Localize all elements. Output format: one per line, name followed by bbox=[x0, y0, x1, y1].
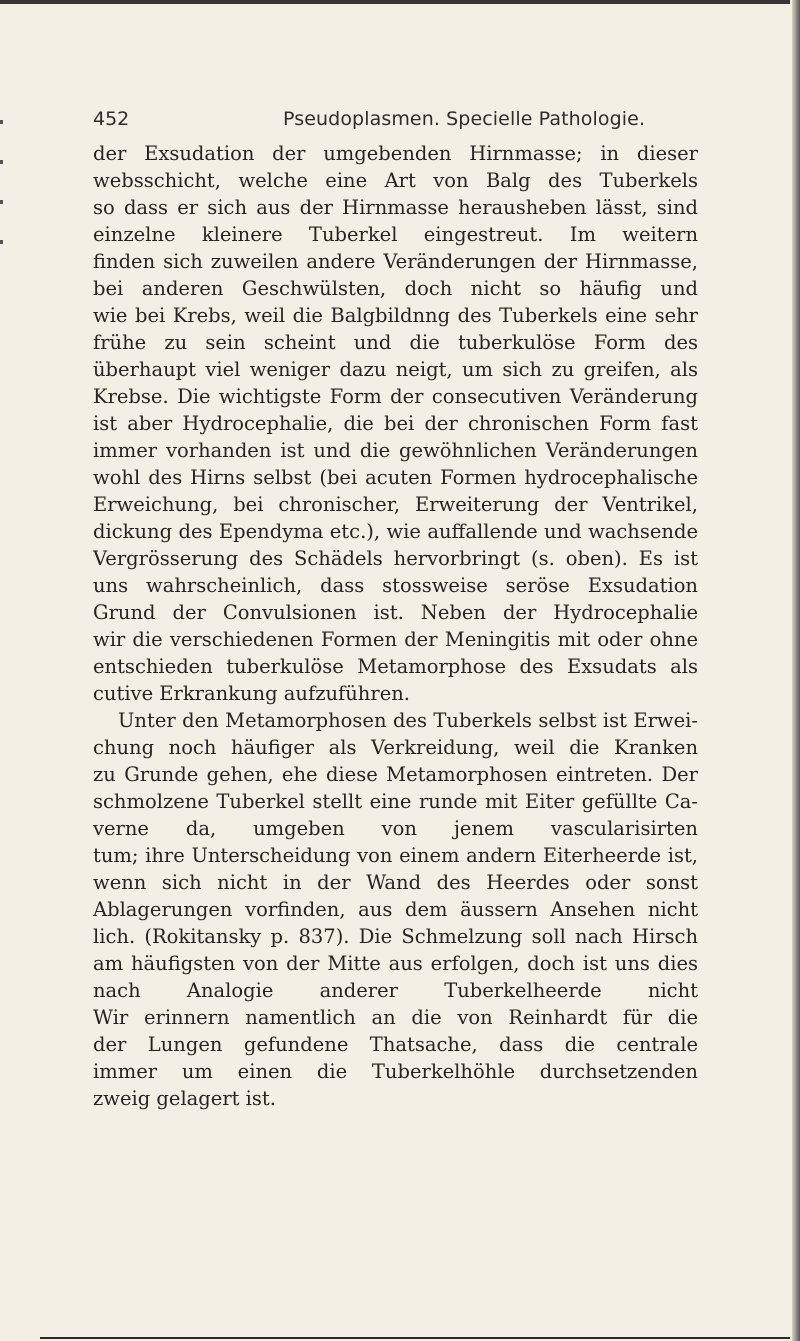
text-line: frühe zu sein scheint und die tuberkulöse Form des bbox=[93, 331, 698, 354]
text-line: Ablagerungen vorfinden, aus dem äussern Ansehen nicht bbox=[93, 898, 698, 921]
text-line: tum; ihre Unterscheidung von einem andern Eiterheerde ist, bbox=[93, 844, 698, 867]
page-number: 452 bbox=[93, 108, 130, 130]
text-line: cutive Erkrankung aufzuführen. bbox=[93, 682, 410, 705]
text-line: der Lungen gefundene Thatsache, dass die centrale bbox=[93, 1033, 698, 1056]
text-line: dickung des Ependyma etc.), wie auffallende und wachsende bbox=[93, 520, 698, 543]
text-line: wenn sich nicht in der Wand des Heerdes oder sonst bbox=[93, 871, 698, 894]
text-line: ist aber Hydrocephalie, die bei der chronischen Form fast bbox=[93, 412, 698, 435]
left-margin-marks bbox=[0, 120, 3, 260]
text-line: zu Grunde gehen, ehe diese Metamorphosen eintreten. Der bbox=[93, 763, 698, 786]
text-line: immer um einen die Tuberkelhöhle durchsetzenden bbox=[93, 1060, 698, 1083]
running-head: Pseudoplasmen. Specielle Pathologie. bbox=[283, 108, 646, 130]
text-line: verne da, umgeben von jenem vascularisirten bbox=[93, 817, 698, 840]
text-line: finden sich zuweilen andere Veränderungen der Hirnmasse, bbox=[93, 250, 698, 273]
text-line: schmolzene Tuberkel stellt eine runde mit Eiter gefüllte Ca- bbox=[93, 790, 698, 813]
text-line: bei anderen Geschwülsten, doch nicht so häufig und bbox=[93, 277, 698, 300]
text-line: der Exsudation der umgebenden Hirnmasse; in dieser bbox=[93, 142, 698, 165]
text-line: uns wahrscheinlich, dass stossweise seröse Exsudation bbox=[93, 574, 698, 597]
text-line: chung noch häufiger als Verkreidung, weil die Kranken bbox=[93, 736, 698, 759]
text-line: Grund der Convulsionen ist. Neben der Hydrocephalie bbox=[93, 601, 698, 624]
text-line: entschieden tuberkulöse Metamorphose des Exsudats als bbox=[93, 655, 698, 678]
text-line: Wir erinnern namentlich an die von Reinhardt für die bbox=[93, 1006, 698, 1029]
text-line: wir die verschiedenen Formen der Meningitis mit oder ohne bbox=[93, 628, 698, 651]
text-line: lich. (Rokitansky p. 837). Die Schmelzung soll nach Hirsch bbox=[93, 925, 698, 948]
text-line: nach Analogie anderer Tuberkelheerde nicht bbox=[93, 979, 698, 1002]
text-line: einzelne kleinere Tuberkel eingestreut. Im weitern bbox=[93, 223, 698, 246]
text-line: am häufigsten von der Mitte aus erfolgen, doch ist uns dies bbox=[93, 952, 698, 975]
text-line: websschicht, welche eine Art von Balg des Tuberkels bbox=[93, 169, 698, 192]
bottom-page-edge bbox=[40, 1337, 790, 1339]
text-line: wohl des Hirns selbst (bei acuten Formen hydrocephalische bbox=[93, 466, 698, 489]
text-line: so dass er sich aus der Hirnmasse herausheben lässt, sind bbox=[93, 196, 698, 219]
text-line: Erweichung, bei chronischer, Erweiterung der Ventrikel, bbox=[93, 493, 698, 516]
text-line: wie bei Krebs, weil die Balgbildnng des Tuberkels eine sehr bbox=[93, 304, 698, 327]
text-line: Krebse. Die wichtigste Form der consecutiven Veränderung bbox=[93, 385, 698, 408]
text-line: zweig gelagert ist. bbox=[93, 1087, 276, 1110]
top-page-edge bbox=[0, 0, 790, 4]
text-line: überhaupt viel weniger dazu neigt, um sich zu greifen, als bbox=[93, 358, 698, 381]
text-line: immer vorhanden ist und die gewöhnlichen Veränderungen bbox=[93, 439, 698, 462]
text-line: Vergrösserung des Schädels hervorbringt (s. oben). Es ist bbox=[93, 547, 698, 570]
right-page-edge-shadow bbox=[792, 0, 800, 1341]
page-header bbox=[93, 104, 693, 134]
text-line: Unter den Metamorphosen des Tuberkels selbst ist Erwei- bbox=[118, 709, 698, 732]
